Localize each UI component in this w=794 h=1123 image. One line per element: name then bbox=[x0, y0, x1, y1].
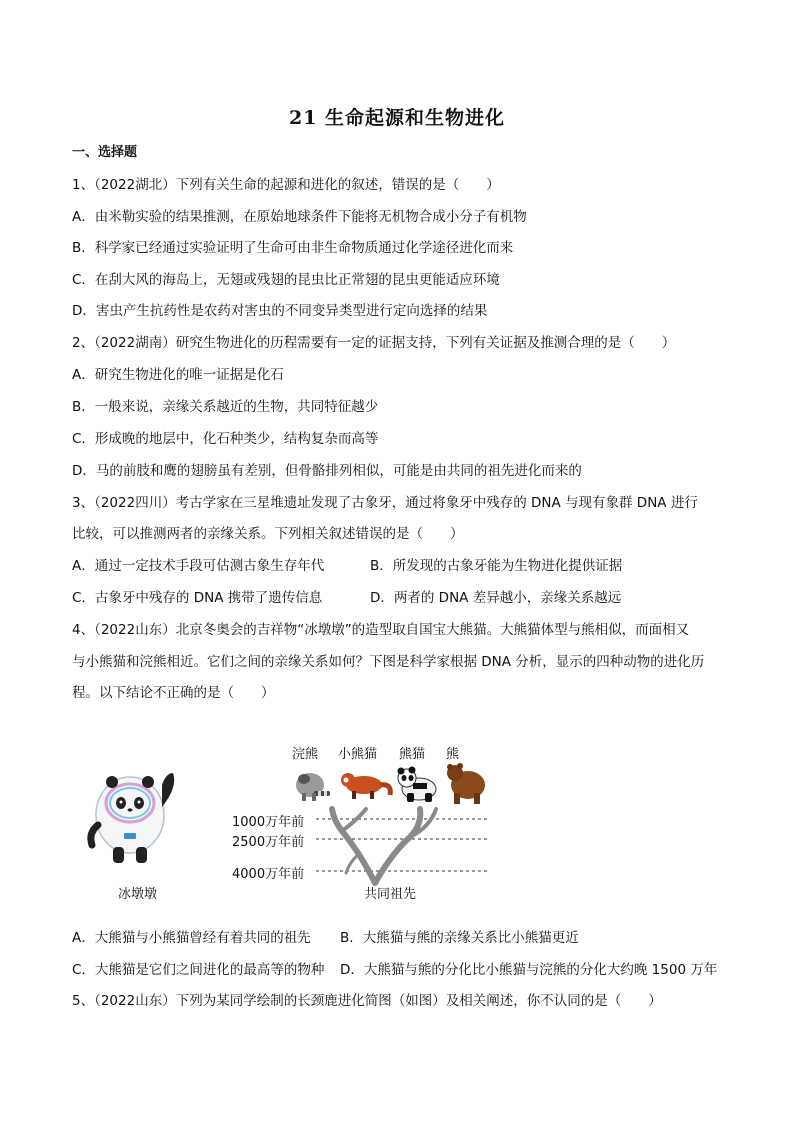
q2-stem: 2、（2022湖南）研究生物进化的历程需要有一定的证据支持，下列有关证据及推测合理的是（ ） bbox=[72, 335, 676, 351]
q3-option-a: A．通过一定技术手段可估测古象生存年代 bbox=[72, 558, 325, 574]
animal-label-raccoon: 浣熊 bbox=[292, 747, 319, 762]
q4-option-c: C．大熊猫是它们之间进化的最高等的物种 bbox=[72, 962, 325, 978]
q5-stem: 5、（2022山东）下列为某同学绘制的长颈鹿进化简图（如图）及相关阐述，你不认同的是（ ） bbox=[72, 993, 662, 1009]
q2-option-d: D．马的前肢和鹰的翅膀虽有差别，但骨骼排列相似，可能是由共同的祖先进化而来的 bbox=[72, 463, 582, 479]
q3-stem-line2: 比较，可以推测两者的亲缘关系。下列相关叙述错误的是（ ） bbox=[72, 526, 464, 542]
q3-stem-line1: 3、（2022四川）考古学家在三星堆遗址发现了古象牙，通过将象牙中残存的 DNA 与现有象群 DNA 进行 bbox=[72, 495, 698, 511]
q1-option-a: A．由米勒实验的结果推测，在原始地球条件下能将无机物合成小分子有机物 bbox=[72, 209, 527, 225]
q1-option-c: C．在刮大风的海岛上，无翅或残翅的昆虫比正常翅的昆虫更能适应环境 bbox=[72, 272, 500, 288]
q3-option-c: C．古象牙中残存的 DNA 携带了遗传信息 bbox=[72, 590, 323, 606]
mascot-label: 冰墩墩 bbox=[118, 887, 158, 902]
q4-stem-line2: 与小熊猫和浣熊相近。它们之间的亲缘关系如何？下图是科学家根据 DNA 分析，显示的四种动物的进化历 bbox=[72, 654, 705, 670]
q1-stem: 1、（2022湖北）下列有关生命的起源和进化的叙述，错误的是（ ） bbox=[72, 177, 500, 193]
tick-label-40m: 4000万年前 bbox=[232, 867, 305, 882]
q2-option-c: C．形成晚的地层中，化石种类少，结构复杂而高等 bbox=[72, 431, 379, 447]
animal-label-giant-panda: 熊猫 bbox=[399, 747, 426, 762]
q3-option-b: B．所发现的古象牙能为生物进化提供证据 bbox=[370, 558, 623, 574]
ancestor-label: 共同祖先 bbox=[364, 887, 417, 902]
page-title: 21 生命起源和生物进化 bbox=[288, 107, 506, 129]
phylogenetic-tree bbox=[70, 735, 530, 910]
q1-option-d: D．害虫产生抗药性是农药对害虫的不同变异类型进行定向选择的结果 bbox=[72, 303, 488, 319]
section-heading: 一、选择题 bbox=[72, 145, 138, 160]
q2-option-a: A．研究生物进化的唯一证据是化石 bbox=[72, 367, 284, 383]
q4-option-b: B．大熊猫与熊的亲缘关系比小熊猫更近 bbox=[340, 930, 579, 946]
q4-option-d: D．大熊猫与熊的分化比小熊猫与浣熊的分化大约晚 1500 万年 bbox=[340, 962, 718, 978]
animal-label-bear: 熊 bbox=[446, 747, 460, 762]
q4-stem-line3: 程。以下结论不正确的是（ ） bbox=[72, 685, 275, 701]
q1-option-b: B．科学家已经通过实验证明了生命可由非生命物质通过化学途径进化而来 bbox=[72, 240, 514, 256]
q4-option-a: A．大熊猫与小熊猫曾经有着共同的祖先 bbox=[72, 930, 311, 946]
tick-label-10m: 1000万年前 bbox=[232, 815, 305, 830]
q3-option-d: D．两者的 DNA 差异越小，亲缘关系越远 bbox=[370, 590, 622, 606]
tick-label-25m: 2500万年前 bbox=[232, 835, 305, 850]
animal-label-red-panda: 小熊猫 bbox=[338, 747, 378, 762]
q4-stem-line1: 4、（2022山东）北京冬奥会的吉祥物“冰墩墩”的造型取自国宝大熊猫。大熊猫体型与熊相似，而面相又 bbox=[72, 622, 690, 638]
tree-branches bbox=[332, 809, 436, 883]
evolution-figure bbox=[70, 735, 530, 910]
q2-option-b: B．一般来说，亲缘关系越近的生物，共同特征越少 bbox=[72, 399, 379, 415]
